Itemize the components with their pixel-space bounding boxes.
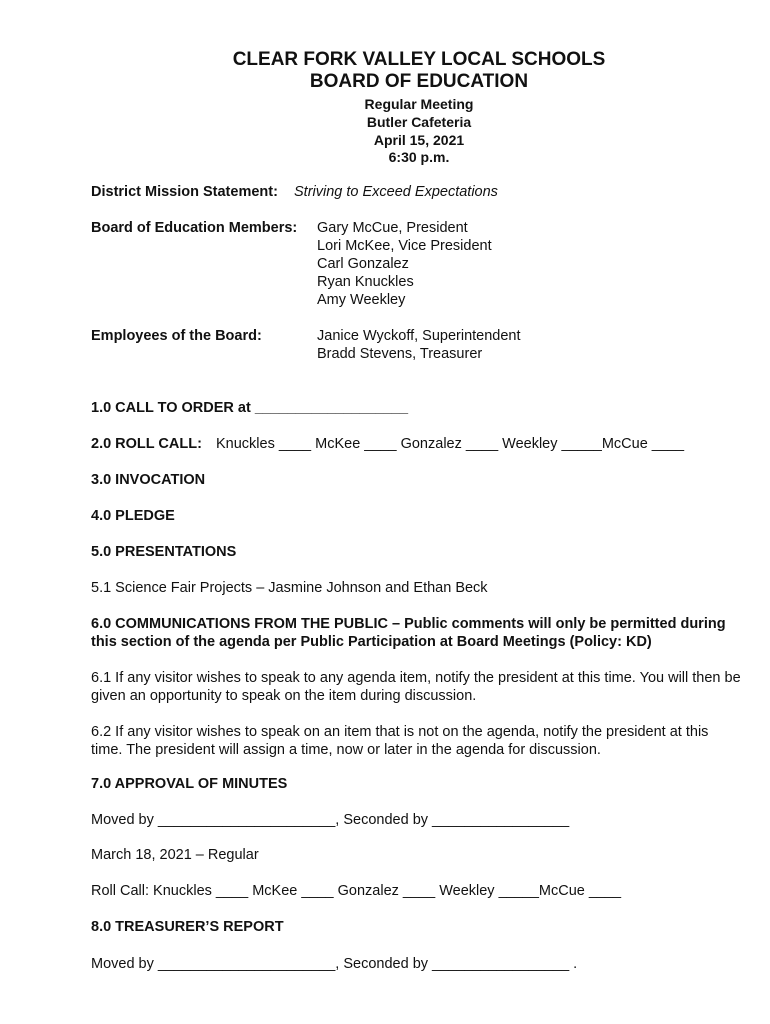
meeting-time: 6:30 p.m. (388, 149, 450, 165)
approval-roll-call: Roll Call: Knuckles ____ McKee ____ Gonzalez ____ Weekley _____McCue ____ (91, 883, 622, 899)
approval-moved-line: Moved by ______________________, Seconded by _________________ (91, 812, 570, 828)
member-item: Amy Weekley (317, 292, 406, 308)
meeting-location: Butler Cafeteria (366, 114, 472, 130)
roll-call-label: 2.0 ROLL CALL: (91, 436, 202, 452)
pledge-heading: 4.0 PLEDGE (91, 508, 175, 524)
employee-item: Janice Wyckoff, Superintendent (317, 328, 521, 344)
mission-label: District Mission Statement: (91, 184, 278, 200)
call-to-order: 1.0 CALL TO ORDER at ___________________ (91, 400, 409, 416)
communications-item: 6.1 If any visitor wishes to speak to any agenda item, notify the president at this time. You will then be given an opportunity to speak on the item during discussion. (91, 670, 741, 704)
invocation-heading: 3.0 INVOCATION (91, 472, 206, 488)
board-title: BOARD OF EDUCATION (309, 71, 529, 92)
presentations-heading: 5.0 PRESENTATIONS (91, 544, 237, 560)
meeting-type: Regular Meeting (364, 96, 474, 112)
meeting-date: April 15, 2021 (373, 132, 465, 148)
member-item: Gary McCue, President (317, 220, 468, 236)
approval-minutes-date: March 18, 2021 – Regular (91, 847, 259, 863)
communications-item: 6.2 If any visitor wishes to speak on an item that is not on the agenda, notify the president at this time. The president will assign a time, now or later in the agenda for discussion. (91, 724, 709, 758)
treasurer-heading: 8.0 TREASURER’S REPORT (91, 919, 284, 935)
employee-item: Bradd Stevens, Treasurer (317, 346, 483, 362)
treasurer-moved-line: Moved by ______________________, Seconded by _________________ . (91, 956, 578, 972)
members-label: Board of Education Members: (91, 220, 298, 236)
mission-text: Striving to Exceed Expectations (294, 184, 498, 200)
member-item: Lori McKee, Vice President (317, 238, 492, 254)
communications-heading: 6.0 COMMUNICATIONS FROM THE PUBLIC – Public comments will only be permitted during this section of the agenda per Public Participation at Board Meetings (Policy: KD) (91, 616, 726, 650)
presentation-item: 5.1 Science Fair Projects – Jasmine Johnson and Ethan Beck (91, 580, 488, 596)
approval-heading: 7.0 APPROVAL OF MINUTES (91, 776, 288, 792)
district-title: CLEAR FORK VALLEY LOCAL SCHOOLS (232, 49, 606, 70)
roll-call-names: Knuckles ____ McKee ____ Gonzalez ____ Weekley _____McCue ____ (216, 436, 685, 452)
member-item: Ryan Knuckles (317, 274, 414, 290)
employees-label: Employees of the Board: (91, 328, 262, 344)
member-item: Carl Gonzalez (317, 256, 409, 272)
